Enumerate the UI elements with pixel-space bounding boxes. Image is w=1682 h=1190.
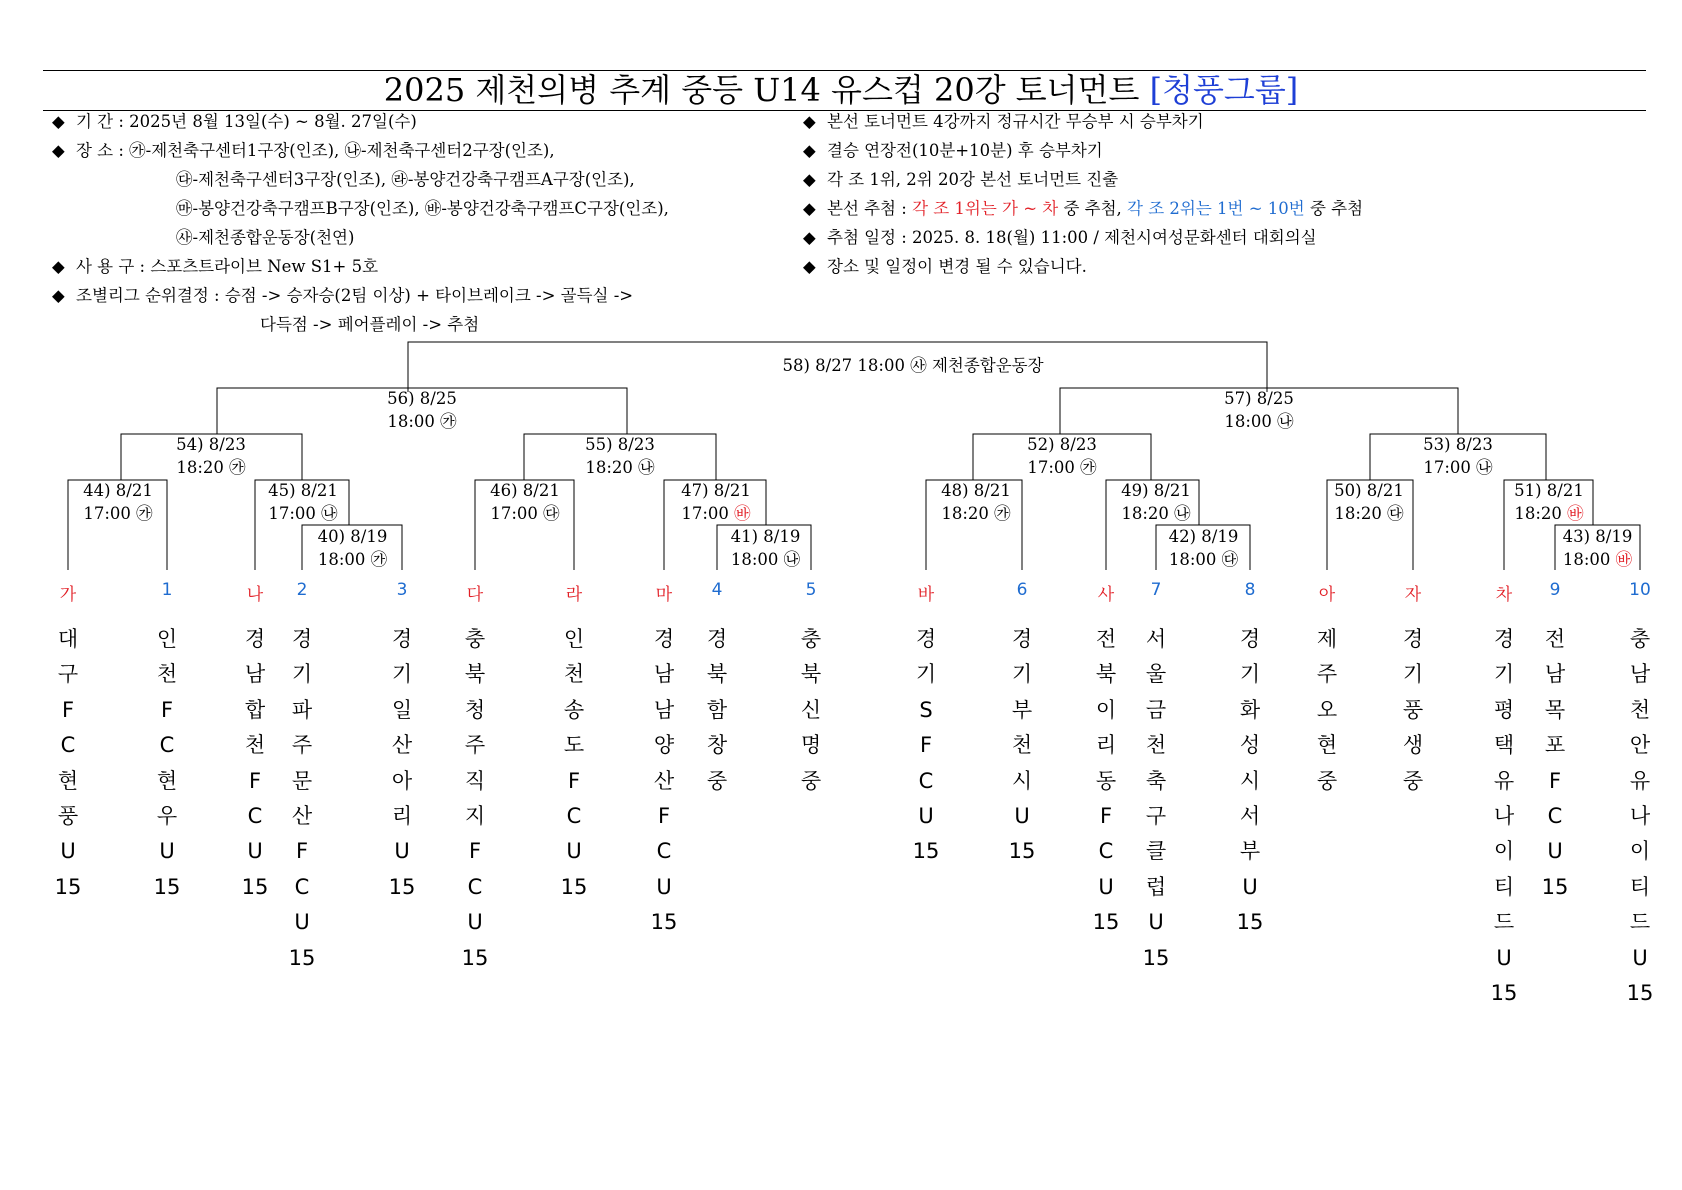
black-diamond-icon: ◆ [52, 112, 65, 131]
match-57-label: 57) 8/25 18:00 ㉯ [1224, 389, 1294, 431]
match-58-label: 58) 8/27 18:00 ㉴ 제천종합운동장 [782, 356, 1044, 375]
team-name-char: 기 [1011, 662, 1033, 687]
team-name-char: 청 [464, 697, 486, 722]
team-name-char: F [919, 733, 933, 758]
slot-label: 7 [1150, 580, 1162, 600]
team-name-char: F [248, 768, 262, 793]
team-name-char: 제 [1316, 627, 1338, 651]
team-name-char: 일 [391, 697, 413, 722]
team-name-char: 경 [391, 627, 413, 651]
team-name-char: 풍 [57, 804, 79, 829]
info-period: ◆ 기 간 : 2025년 8월 13일(수) ~ 8월. 27일(수) [52, 107, 669, 136]
team-name-char: 양 [653, 733, 675, 758]
team-name-char: 경 [244, 627, 266, 651]
team-name-char: C [1547, 804, 1563, 829]
team-name-char: 이 [1629, 839, 1651, 864]
team-name-char: 티 [1493, 874, 1515, 899]
slot-label: 2 [296, 580, 308, 600]
black-diamond-icon: ◆ [52, 286, 65, 305]
team-name [644, 622, 684, 941]
team-name-char: F [61, 697, 75, 722]
team-name [791, 622, 831, 799]
team-name-char: 부 [1011, 697, 1033, 722]
black-diamond-icon: ◆ [52, 141, 65, 160]
team-name-char: C [247, 804, 263, 829]
team-name-char: 동 [1095, 768, 1117, 793]
team-name-char: 문 [291, 768, 313, 793]
team-name-char: 천 [563, 662, 585, 687]
team-name-char: 서 [1145, 627, 1167, 651]
black-diamond-icon: ◆ [52, 257, 65, 276]
team-name-char: 시 [1239, 768, 1261, 793]
slot-label: 4 [711, 580, 723, 600]
slot-label: 5 [805, 580, 817, 600]
team-name-char: 직 [464, 768, 486, 793]
team-name-char: 화 [1239, 697, 1261, 722]
team-name [1086, 622, 1126, 941]
slot-label: 9 [1549, 580, 1561, 600]
team-name [1535, 622, 1575, 905]
team-name-char: 15 [912, 839, 940, 864]
team-name-char: F [468, 839, 482, 864]
team-name-char: 택 [1493, 733, 1515, 758]
team-name-char: U [60, 839, 76, 864]
slot-label: 1 [161, 580, 173, 600]
slot-label: 사 [1097, 585, 1115, 605]
team-name-char: U [1242, 874, 1258, 899]
match-49-label: 49) 8/21 18:20 ㉯ [1121, 481, 1191, 523]
team-name-char: 기 [291, 662, 313, 687]
team-name-char: 남 [653, 662, 675, 687]
team-name-char: 울 [1145, 662, 1167, 687]
team-name-char: 창 [706, 733, 728, 758]
team-name-char: 산 [291, 804, 313, 829]
team-name [282, 622, 322, 976]
team-name-char: C [294, 874, 310, 899]
team-name-char: 주 [1316, 662, 1338, 687]
slot-label: 8 [1244, 580, 1256, 600]
team-name-char: U [159, 839, 175, 864]
team-name-char: 충 [1629, 627, 1651, 651]
team-name-char: 이 [1095, 697, 1117, 722]
match-46-label: 46) 8/21 17:00 ㉰ [490, 481, 560, 523]
info-venue-line4: ㉴-제천종합운동장(천연) [176, 228, 355, 247]
info-rule-final: ◆ 결승 연장전(10분+10분) 후 승부차기 [803, 136, 1363, 165]
team-name-char: 나 [1493, 804, 1515, 829]
team-name-char: 축 [1145, 768, 1167, 793]
slot-label: 마 [655, 585, 673, 605]
match-55-label: 55) 8/23 18:20 ㉯ [585, 435, 655, 477]
team-name-char: 기 [915, 662, 937, 687]
team-name-char: F [567, 768, 581, 793]
team-name-char: 나 [1629, 804, 1651, 829]
slot-label: 아 [1318, 585, 1336, 605]
team-name-char: U [294, 910, 310, 935]
info-ranking-line2: 다득점 -> 페어플레이 -> 추첨 [260, 315, 480, 334]
team-name-char: 파 [291, 697, 313, 722]
team-name-char: 기 [1239, 662, 1261, 687]
team-name-char: 구 [1145, 804, 1167, 829]
team-name [1393, 622, 1433, 799]
team-name-char: 남 [1544, 662, 1566, 687]
team-name [697, 622, 737, 799]
team-name-char: 경 [291, 627, 313, 651]
black-diamond-icon: ◆ [803, 112, 816, 131]
info-change-notice: ◆ 장소 및 일정이 변경 될 수 있습니다. [803, 252, 1363, 281]
info-venue-line3: ㉲-봉양건강축구캠프B구장(인조), ㉳-봉양건강축구캠프C구장(인조), [176, 199, 669, 218]
team-name-char: 클 [1145, 839, 1167, 864]
team-name-char: 목 [1544, 697, 1566, 722]
team-name-char: 드 [1629, 910, 1651, 935]
team-name-char: 리 [391, 804, 413, 829]
team-name-char: 드 [1493, 910, 1515, 935]
team-name-char: 북 [706, 662, 728, 687]
team-name-char: 이 [1493, 839, 1515, 864]
team-name-char: 경 [706, 627, 728, 651]
team-name [1484, 622, 1524, 1011]
match-40-label: 40) 8/19 18:00 ㉮ [317, 527, 388, 569]
info-ball: ◆ 사 용 구 : 스포츠트라이브 New S1+ 5호 [52, 252, 669, 281]
team-name-char: C [159, 733, 175, 758]
black-diamond-icon: ◆ [803, 199, 816, 218]
team-name-char: 북 [1095, 662, 1117, 687]
team-name-char: 15 [1541, 874, 1569, 899]
info-rule-penalty: ◆ 본선 토너먼트 4강까지 정규시간 무승부 시 승부차기 [803, 107, 1363, 136]
team-name-char: 경 [1493, 627, 1515, 651]
team-name-char: U [1496, 945, 1512, 970]
slot-label: 나 [246, 585, 264, 605]
team-name-char: 15 [1236, 910, 1264, 935]
team-name-char: 15 [461, 945, 489, 970]
match-53-label: 53) 8/23 17:00 ㉯ [1423, 435, 1493, 477]
team-name-char: F [657, 804, 671, 829]
team-name-char: 현 [1316, 733, 1338, 758]
team-name-char: U [467, 910, 483, 935]
team-name-char: 함 [706, 697, 728, 722]
team-name-char: 평 [1493, 697, 1515, 722]
team-name-char: 럽 [1145, 874, 1167, 899]
team-name-char: U [247, 839, 263, 864]
black-diamond-icon: ◆ [803, 228, 816, 247]
info-venue: ◆ 장 소 : ㉮-제천축구센터1구장(인조), ㉯-제천축구센터2구장(인조), [52, 136, 669, 165]
team-name-char: 성 [1239, 733, 1261, 758]
team-name-char: 금 [1145, 697, 1167, 722]
team-name-char: 풍 [1402, 697, 1424, 722]
info-draw-schedule: ◆ 추첨 일정 : 2025. 8. 18(월) 11:00 / 제천시여성문화센터 대회의실 [803, 223, 1363, 252]
team-name-char: 천 [1145, 733, 1167, 758]
team-name-char: 부 [1239, 839, 1261, 864]
team-name-char: 명 [800, 733, 822, 758]
info-rule-advance: ◆ 각 조 1위, 2위 20강 본선 토너먼트 진출 [803, 165, 1363, 194]
team-name-char: 아 [391, 768, 413, 793]
team-name-char: U [1632, 945, 1648, 970]
team-name-char: 15 [1142, 945, 1170, 970]
team-name [455, 622, 495, 976]
team-name-char: 북 [800, 662, 822, 687]
match-45-label: 45) 8/21 17:00 ㉯ [268, 481, 338, 523]
team-name-char: 15 [54, 874, 82, 899]
match-51-label: 51) 8/21 18:20 ㉳ [1514, 481, 1584, 523]
team-name [906, 622, 946, 870]
team-name-char: U [394, 839, 410, 864]
team-name-char: U [1014, 804, 1030, 829]
team-name-char: C [467, 874, 483, 899]
team-name-char: U [1148, 910, 1164, 935]
team-name-char: 15 [1626, 981, 1654, 1006]
team-name-char: 천 [244, 733, 266, 758]
team-name-char: 기 [391, 662, 413, 687]
team-name-char: 구 [57, 662, 79, 687]
team-name [48, 622, 88, 905]
team-name-char: 전 [1095, 627, 1117, 651]
slot-label: 10 [1629, 580, 1651, 600]
black-diamond-icon: ◆ [803, 170, 816, 189]
team-name [1136, 622, 1176, 976]
slot-label: 자 [1404, 585, 1422, 605]
team-name-char: 15 [1092, 910, 1120, 935]
team-name-char: 전 [1544, 627, 1566, 651]
match-56-label: 56) 8/25 18:00 ㉮ [387, 389, 457, 431]
team-name-char: 주 [291, 733, 313, 758]
team-name-char: U [1098, 874, 1114, 899]
team-name [235, 622, 275, 905]
info-rule-draw: ◆ 본선 추첨 : 각 조 1위는 가 ~ 차 중 추첨, 각 조 2위는 1번 ~ 10번 중 추첨 [803, 194, 1363, 223]
team-name-char: U [656, 874, 672, 899]
team-name-char: F [295, 839, 309, 864]
match-41-label: 41) 8/19 18:00 ㉯ [730, 527, 801, 569]
team-name-char: 경 [1011, 627, 1033, 651]
team-name-char: U [566, 839, 582, 864]
info-venue-line2: ㉰-제천축구센터3구장(인조), ㉱-봉양건강축구캠프A구장(인조), [176, 170, 635, 189]
team-name-char: C [566, 804, 582, 829]
team-name-char: 15 [388, 874, 416, 899]
team-name-char: 현 [156, 768, 178, 793]
team-name-char: 유 [1629, 768, 1651, 793]
team-name-char: 15 [560, 874, 588, 899]
title-group: [청풍그룹] [1149, 71, 1299, 109]
slot-label: 가 [59, 585, 77, 605]
team-name-char: 대 [57, 627, 79, 651]
team-name-char: 도 [563, 733, 585, 758]
team-name-char: C [60, 733, 76, 758]
team-name-char: 인 [156, 627, 178, 651]
team-name-char: 산 [391, 733, 413, 758]
team-name-char: 유 [1493, 768, 1515, 793]
team-name-char: 지 [464, 804, 486, 829]
match-50-label: 50) 8/21 18:20 ㉰ [1334, 481, 1404, 523]
slot-label: 바 [917, 585, 935, 605]
black-diamond-icon: ◆ [803, 257, 816, 276]
team-name [1620, 622, 1660, 1011]
team-name-char: 중 [1402, 768, 1424, 793]
team-name-char: 신 [800, 697, 822, 722]
match-43-label: 43) 8/19 18:00 ㉳ [1562, 527, 1633, 569]
team-name-char: 포 [1544, 733, 1566, 758]
team-name-char: S [919, 697, 933, 722]
team-name-char: 경 [1239, 627, 1261, 651]
match-44-label: 44) 8/21 17:00 ㉮ [83, 481, 153, 523]
team-name-char: 15 [153, 874, 181, 899]
team-name-char: 15 [1490, 981, 1518, 1006]
match-42-label: 42) 8/19 18:00 ㉰ [1168, 527, 1239, 569]
match-54-label: 54) 8/23 18:20 ㉮ [176, 435, 246, 477]
team-name-char: 15 [241, 874, 269, 899]
team-name-char: F [1099, 804, 1113, 829]
match-52-label: 52) 8/23 17:00 ㉮ [1027, 435, 1097, 477]
team-name-char: 합 [244, 697, 266, 722]
team-name-char: 15 [1008, 839, 1036, 864]
team-name-char: 송 [563, 697, 585, 722]
team-name-char: 생 [1402, 733, 1424, 758]
title-main: 2025 제천의병 추계 중등 U14 유스컵 20강 토너먼트 [383, 71, 1150, 109]
team-name-char: C [1098, 839, 1114, 864]
team-name-char: 기 [1493, 662, 1515, 687]
team-name-char: 충 [800, 627, 822, 651]
team-name [382, 622, 422, 905]
team-name-char: 북 [464, 662, 486, 687]
team-name [1230, 622, 1270, 941]
team-name-char: 중 [1316, 768, 1338, 793]
team-name-char: 서 [1239, 804, 1261, 829]
team-name [554, 622, 594, 905]
team-name-char: C [918, 768, 934, 793]
team-name-char: 리 [1095, 733, 1117, 758]
team-name-char: 천 [1629, 697, 1651, 722]
team-name-char: 남 [244, 662, 266, 687]
team-name-char: 우 [156, 804, 178, 829]
black-diamond-icon: ◆ [803, 141, 816, 160]
team-name-char: 남 [1629, 662, 1651, 687]
team-name-char: 충 [464, 627, 486, 651]
team-name-char: 산 [653, 768, 675, 793]
info-ranking: ◆ 조별리그 순위결정 : 승점 -> 승자승(2팀 이상) + 타이브레이크 -> 골득실 -> [52, 281, 669, 310]
team-name-char: 중 [706, 768, 728, 793]
team-name [147, 622, 187, 905]
team-name-char: 남 [653, 697, 675, 722]
team-name-char: U [1547, 839, 1563, 864]
slot-label: 3 [396, 580, 408, 600]
team-name-char: 15 [650, 910, 678, 935]
team-name-char: 오 [1316, 697, 1338, 722]
team-name-char: 시 [1011, 768, 1033, 793]
team-name-char: 주 [464, 733, 486, 758]
team-name-char: 경 [1402, 627, 1424, 651]
team-name-char: 경 [653, 627, 675, 651]
team-name-char: 현 [57, 768, 79, 793]
match-47-label: 47) 8/21 17:00 ㉳ [681, 481, 751, 523]
team-name-char: C [656, 839, 672, 864]
team-name [1307, 622, 1347, 799]
team-name-char: 천 [1011, 733, 1033, 758]
slot-label: 다 [466, 585, 484, 605]
team-name [1002, 622, 1042, 870]
team-name-char: U [918, 804, 934, 829]
match-48-label: 48) 8/21 18:20 ㉮ [941, 481, 1011, 523]
team-name-char: 중 [800, 768, 822, 793]
slot-label: 6 [1016, 580, 1028, 600]
team-name-char: 15 [288, 945, 316, 970]
slot-label: 라 [565, 585, 583, 605]
slot-label: 차 [1495, 585, 1513, 605]
team-name-char: 경 [915, 627, 937, 651]
team-name-char: 기 [1402, 662, 1424, 687]
team-name-char: F [1548, 768, 1562, 793]
team-name-char: 인 [563, 627, 585, 651]
team-name-char: 안 [1629, 733, 1651, 758]
team-name-char: 천 [156, 662, 178, 687]
team-name-char: 티 [1629, 874, 1651, 899]
team-name-char: F [160, 697, 174, 722]
